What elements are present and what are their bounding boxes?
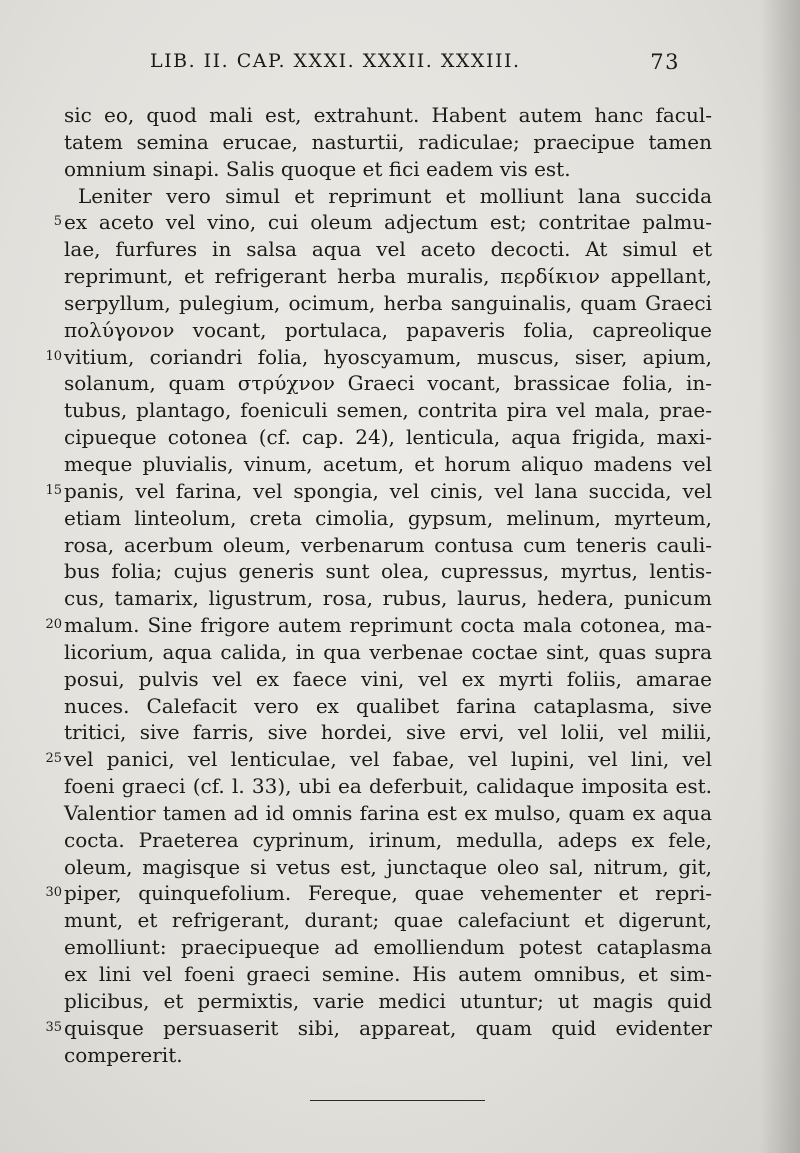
line-text: πολύγονον vocant, portulaca, papaveris folia, capreolique xyxy=(64,317,712,342)
text-line xyxy=(45,1015,712,1042)
line-text: oleum, magisque si vetus est, junctaque oleo sal, nitrum, git, xyxy=(64,854,712,879)
text-line xyxy=(64,183,712,210)
text-line xyxy=(64,397,712,424)
line-text: quisque persuaserit sibi, appareat, quam quid evidenter xyxy=(64,1015,712,1040)
text-line xyxy=(45,344,712,371)
line-number: 35 xyxy=(45,1019,62,1035)
text-line xyxy=(64,102,712,129)
text-line xyxy=(64,773,712,800)
line-text: serpyllum, pulegium, ocimum, herba sanguinalis, quam Graeci xyxy=(64,290,712,315)
text-line xyxy=(64,263,712,290)
text-line xyxy=(45,478,712,505)
text-line xyxy=(64,719,712,746)
line-text: nuces. Calefacit vero ex qualibet farina cataplasma, sive xyxy=(64,693,712,718)
text-line xyxy=(64,156,712,183)
line-text: malum. Sine frigore autem reprimunt cocta mala cotonea, ma- xyxy=(64,613,712,638)
line-text: cocta. Praeterea cyprinum, irinum, medulla, adeps ex fele, xyxy=(64,827,712,852)
text-line xyxy=(64,639,712,666)
text-line xyxy=(64,907,712,934)
line-text: foeni graeci (cf. l. 33), ubi ea deferbuit, calidaque imposita est. xyxy=(64,774,712,799)
text-line xyxy=(64,800,712,827)
line-text: solanum, quam στρύχνον Graeci vocant, brassicae folia, in- xyxy=(64,371,712,396)
line-text: vel panici, vel lenticulae, vel fabae, vel lupini, vel lini, vel xyxy=(64,747,712,772)
line-text: posui, pulvis vel ex faece vini, vel ex myrti foliis, amarae xyxy=(64,666,712,691)
text-line xyxy=(64,424,712,451)
text-line xyxy=(64,317,712,344)
line-text: etiam linteolum, creta cimolia, gypsum, melinum, myrteum, xyxy=(64,505,712,530)
line-text: reprimunt, et refrigerant herba muralis, περδίκιον appellant, xyxy=(64,264,712,289)
line-text: tatem semina erucae, nasturtii, radiculae; praecipue tamen xyxy=(64,129,712,154)
text-line xyxy=(64,558,712,585)
line-text: Leniter vero simul et reprimunt et molliunt lana succida xyxy=(78,183,712,208)
line-text: panis, vel farina, vel spongia, vel cinis, vel lana succida, vel xyxy=(64,478,712,503)
line-number: 20 xyxy=(45,617,62,633)
page-header xyxy=(150,50,680,80)
line-number: 30 xyxy=(45,885,62,901)
line-number: 15 xyxy=(45,482,62,498)
line-number: 10 xyxy=(45,348,62,364)
text-line xyxy=(64,854,712,881)
text-line xyxy=(64,451,712,478)
text-line xyxy=(64,827,712,854)
line-text: licorium, aqua calida, in qua verbenae coctae sint, quas supra xyxy=(64,639,712,664)
line-text: sic eo, quod mali est, extrahunt. Habent autem hanc facul- xyxy=(64,103,712,127)
text-line xyxy=(64,370,712,397)
text-line xyxy=(45,746,712,773)
text-line xyxy=(64,129,712,156)
text-line xyxy=(64,585,712,612)
line-text: Valentior tamen ad id omnis farina est ex mulso, quam ex aqua xyxy=(64,800,712,825)
line-text: ex lini vel foeni graeci semine. His autem omnibus, et sim- xyxy=(64,962,712,986)
line-text: emolliunt: praecipueque ad emolliendum potest cataplasma xyxy=(64,935,712,960)
line-text: tubus, plantago, foeniculi semen, contrita pira vel mala, prae- xyxy=(64,398,712,423)
line-text: bus folia; cujus generis sunt olea, cupressus, myrtus, lentis- xyxy=(64,559,712,584)
text-line xyxy=(64,988,712,1015)
text-line xyxy=(64,961,712,988)
text-line xyxy=(64,236,712,263)
line-text: piper, quinquefolium. Fereque, quae vehementer et repri- xyxy=(64,881,712,906)
text-line xyxy=(45,612,712,639)
text-line xyxy=(45,880,712,907)
line-text: rosa, acerbum oleum, verbenarum contusa cum teneris cauli- xyxy=(64,532,712,557)
running-head: LIB. II. CAP. XXXI. XXXII. XXXIII. xyxy=(150,50,521,72)
line-text: ex aceto vel vino, cui oleum adjectum est; contritae palmu- xyxy=(64,210,712,235)
footnote-rule xyxy=(310,1100,485,1101)
page-number: 73 xyxy=(650,50,680,74)
text-line xyxy=(64,934,712,961)
line-text: plicibus, et permixtis, varie medici utuntur; ut magis quid xyxy=(64,988,712,1013)
line-text: munt, et refrigerant, durant; quae calefaciunt et digerunt, xyxy=(64,908,712,933)
text-line xyxy=(64,693,712,720)
text-line xyxy=(64,290,712,317)
page-edge-shadow xyxy=(760,0,800,1153)
body-text xyxy=(45,102,712,1068)
line-text: vitium, coriandri folia, hyoscyamum, muscus, siser, apium, xyxy=(64,344,712,369)
line-number: 25 xyxy=(45,751,62,767)
line-text: lae, furfures in salsa aqua vel aceto decocti. At simul et xyxy=(64,237,712,262)
line-number: 5 xyxy=(53,214,62,230)
line-text: tritici, sive farris, sive hordei, sive ervi, vel lolii, vel milii, xyxy=(64,720,712,745)
line-text: meque pluvialis, vinum, acetum, et horum aliquo madens vel xyxy=(64,451,712,476)
line-text: compererit. xyxy=(64,1042,183,1067)
line-text: cus, tamarix, ligustrum, rosa, rubus, laurus, hedera, punicum xyxy=(64,586,712,611)
line-text: cipueque cotonea (cf. cap. 24), lenticula, aqua frigida, maxi- xyxy=(64,425,712,450)
text-line xyxy=(64,505,712,532)
text-line xyxy=(64,666,712,693)
text-line xyxy=(53,209,712,236)
text-line xyxy=(64,532,712,559)
line-text: omnium sinapi. Salis quoque et fici eadem vis est. xyxy=(64,156,571,181)
text-line xyxy=(64,1042,712,1069)
